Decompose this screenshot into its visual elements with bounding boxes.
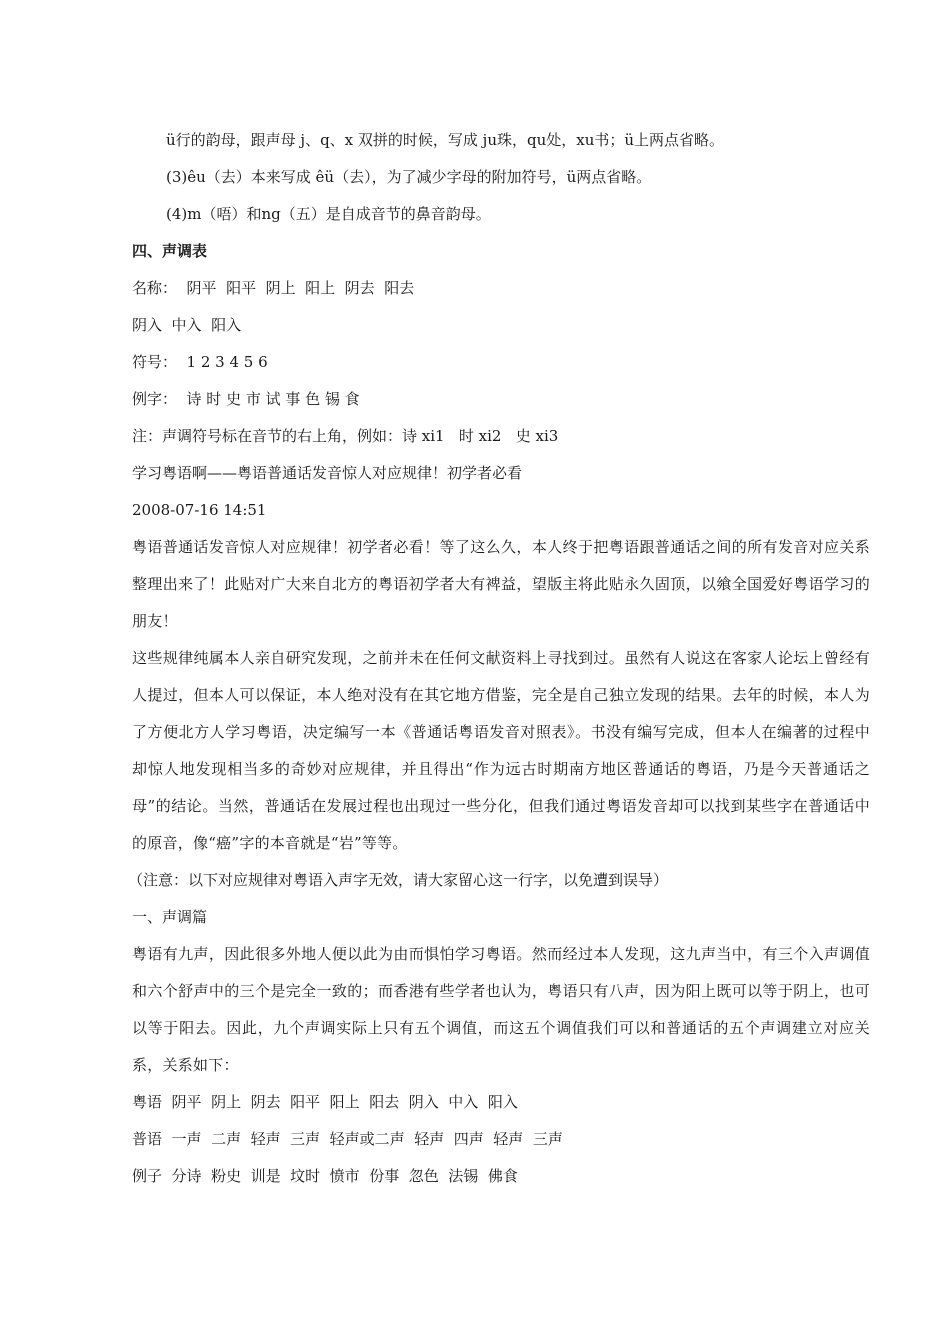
tone-names: 名称： 阴平 阳平 阴上 阳上 阴去 阳去 xyxy=(132,279,415,297)
tone-table-examples: 例子 分诗 粉史 训是 坟时 愤市 份事 忽色 法锡 佛食 xyxy=(132,1167,518,1185)
article-title: 学习粤语啊——粤语普通话发音惊人对应规律！初学者必看 xyxy=(132,464,523,482)
document-page xyxy=(128,122,870,1195)
text-line: ü行的韵母，跟声母 j、q、x 双拼的时候，写成 ju珠，qu处，xu书；ü上两点省略。 xyxy=(166,131,725,149)
tone-symbols: 符号： 1 2 3 4 5 6 xyxy=(132,353,268,371)
tone-table-cantonese: 粤语 阴平 阴上 阴去 阳平 阳上 阳去 阴入 中入 阳入 xyxy=(132,1093,518,1111)
paragraph: 这些规律纯属本人亲自研究发现，之前并未在任何文献资料上寻找到过。虽然有人说这在客家人论坛上曾经有人提过，但本人可以保证，本人绝对没有在其它地方借鉴，完全是自己独立发现的结果。去年的时候，本人为了方便北方人学习粤语，决定编写一本《普通话粤语发音对照表》。书没有编写完成，但本人在编著的过程中却惊人地发现相当多的奇妙对应规律，并且得出“作为远古时期南方地区普通话的粤语，乃是今天普通话之母”的结论。当然，普通话在发展过程也出现过一些分化，但我们通过粤语发音却可以找到某些字在普通话中的原音，像“癌”字的本音就是“岩”等等。 xyxy=(132,649,870,852)
tone-examples: 例字： 诗 时 史 市 试 事 色 锡 食 xyxy=(132,390,360,408)
section-title: 一、声调篇 xyxy=(132,908,208,926)
article-date: 2008-07-16 14:51 xyxy=(132,501,267,519)
tone-note: 注：声调符号标在音节的右上角，例如：诗 xi1 时 xi2 史 xi3 xyxy=(132,427,559,445)
paragraph: 粤语普通话发音惊人对应规律！初学者必看！等了这么久，本人终于把粤语跟普通话之间的所有发音对应关系整理出来了！此贴对广大来自北方的粤语初学者大有裨益，望版主将此贴永久固顶，以飨全国爱好粤语学习的朋友！ xyxy=(132,538,870,630)
paragraph: 粤语有九声，因此很多外地人便以此为由而惧怕学习粤语。然而经过本人发现，这九声当中，有三个入声调值和六个舒声中的三个是完全一致的；而香港有些学者也认为，粤语只有八声，因为阳上既可以等于阴上，也可以等于阳去。因此，九个声调实际上只有五个调值，而这五个调值我们可以和普通话的五个声调建立对应关系，关系如下： xyxy=(132,945,870,1074)
tone-table-mandarin: 普语 一声 二声 轻声 三声 轻声或二声 轻声 四声 轻声 三声 xyxy=(132,1130,563,1148)
tone-names-continued: 阴入 中入 阳入 xyxy=(132,316,242,334)
text-line: (3)êu（去）本来写成 êü（去），为了减少字母的附加符号，ü两点省略。 xyxy=(166,168,652,186)
notice: （注意：以下对应规律对粤语入声字无效，请大家留心这一行字，以免遭到误导） xyxy=(128,871,669,889)
text-line: (4)m（唔）和ng（五）是自成音节的鼻音韵母。 xyxy=(166,205,491,223)
section-heading: 四、声调表 xyxy=(132,242,208,260)
